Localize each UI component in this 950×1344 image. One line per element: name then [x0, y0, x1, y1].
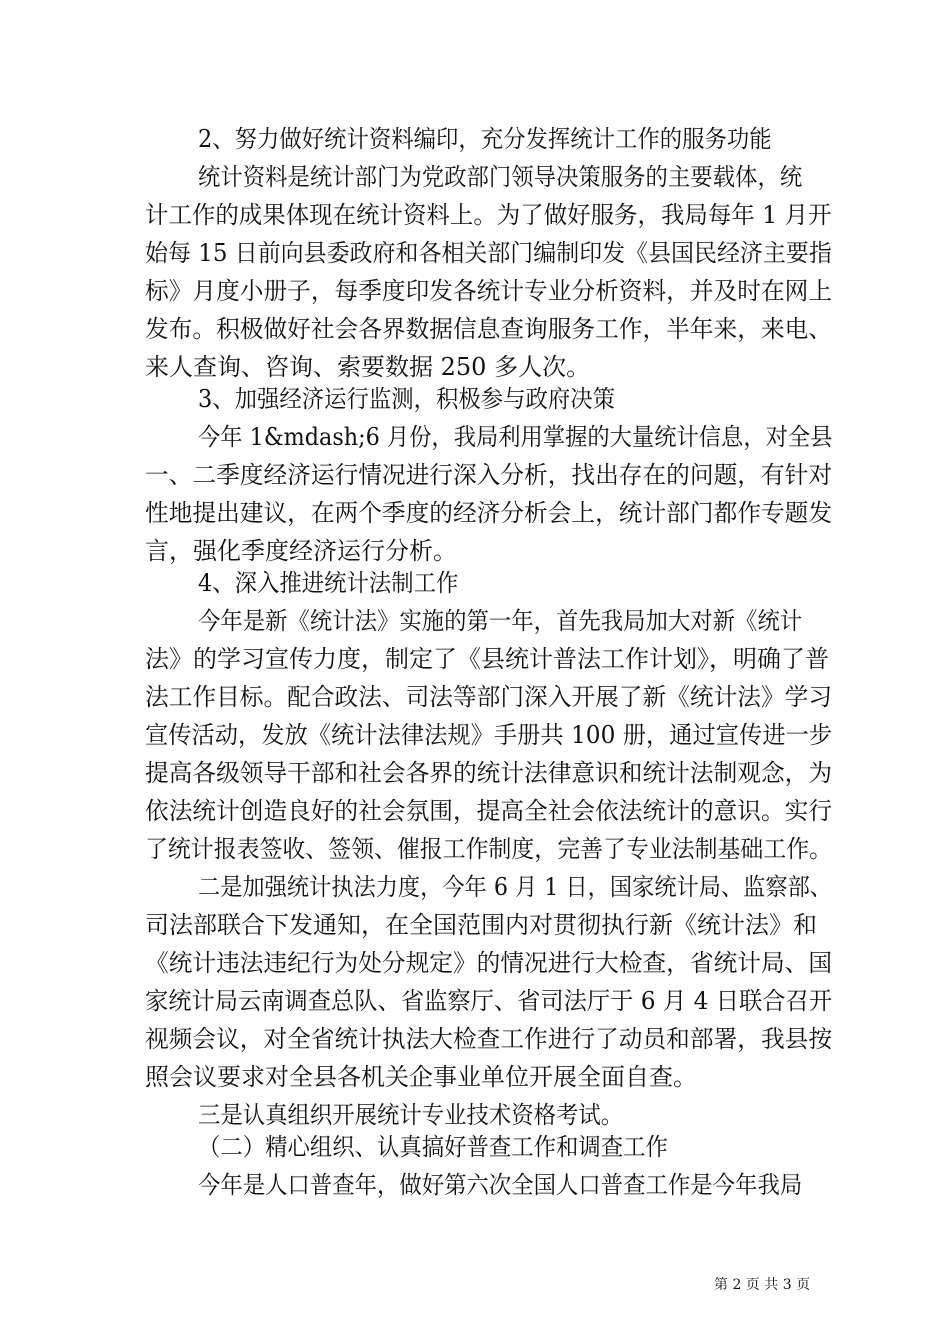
heading-3-economic-monitoring: 3、加强经济运行监测，积极参与政府决策 — [198, 385, 616, 413]
paragraph-line: 始每 15 日前向县委政府和各相关部门编制印发《县国民经济主要指 — [145, 239, 832, 267]
paragraph-line: 今年是人口普查年，做好第六次全国人口普查工作是今年我局 — [198, 1171, 803, 1199]
heading-section-2-census: （二）精心组织、认真搞好普查工作和调查工作 — [198, 1133, 668, 1161]
paragraph-line: 性地提出建议，在两个季度的经济分析会上，统计部门都作专题发 — [145, 499, 833, 527]
paragraph-line: 照会议要求对全县各机关企事业单位开展全面自查。 — [145, 1063, 697, 1091]
heading-2-statistics-compilation: 2、努力做好统计资料编印，充分发挥统计工作的服务功能 — [198, 125, 772, 153]
heading-4-statistics-law: 4、深入推进统计法制工作 — [198, 569, 459, 597]
paragraph-line: 家统计局云南调查总队、省监察厅、省司法厅于 6 月 4 日联合召开 — [145, 987, 833, 1015]
paragraph-line: 视频会议，对全省统计执法大检查工作进行了动员和部署，我县按 — [145, 1025, 833, 1053]
paragraph-line: 计工作的成果体现在统计资料上。为了做好服务，我局每年 1 月开 — [145, 201, 832, 229]
paragraph-line: 司法部联合下发通知，在全国范围内对贯彻执行新《统计法》和 — [145, 911, 817, 939]
paragraph-line: 一、二季度经济运行情况进行深入分析，找出存在的问题，有针对 — [145, 461, 833, 489]
paragraph-line: 宣传活动，发放《统计法律法规》手册共 100 册，通过宣传进一步 — [145, 721, 833, 749]
paragraph-line: 言，强化季度经济运行分析。 — [145, 537, 457, 565]
paragraph-line: 《统计违法违纪行为处分规定》的情况进行大检查，省统计局、国 — [145, 949, 833, 977]
page-number-footer: 第 2 页 共 3 页 — [714, 1277, 811, 1293]
paragraph-line: 今年 1&mdash;6 月份，我局利用掌握的大量统计信息，对全县 — [198, 423, 833, 451]
paragraph-line: 二是加强统计执法力度，今年 6 月 1 日，国家统计局、监察部、 — [198, 873, 833, 901]
paragraph-line: 来人查询、咨询、索要数据 250 多人次。 — [145, 353, 591, 381]
paragraph-line: 标》月度小册子，每季度印发各统计专业分析资料，并及时在网上 — [145, 277, 833, 305]
paragraph-line: 统计资料是统计部门为党政部门领导决策服务的主要载体，统 — [198, 163, 803, 191]
paragraph-line: 今年是新《统计法》实施的第一年，首先我局加大对新《统计 — [198, 607, 803, 635]
paragraph-line: 发布。积极做好社会各界数据信息查询服务工作，半年来，来电、 — [145, 315, 833, 343]
paragraph-line: 依法统计创造良好的社会氛围，提高全社会依法统计的意识。实行 — [145, 797, 833, 825]
paragraph-line: 法》的学习宣传力度，制定了《县统计普法工作计划》，明确了普 — [145, 645, 829, 673]
paragraph-line: 提高各级领导干部和社会各界的统计法律意识和统计法制观念，为 — [145, 759, 833, 787]
paragraph-line: 三是认真组织开展统计专业技术资格考试。 — [198, 1101, 624, 1129]
paragraph-line: 了统计报表签收、签领、催报工作制度，完善了专业法制基础工作。 — [145, 835, 833, 863]
paragraph-line: 法工作目标。配合政法、司法等部门深入开展了新《统计法》学习 — [145, 683, 833, 711]
